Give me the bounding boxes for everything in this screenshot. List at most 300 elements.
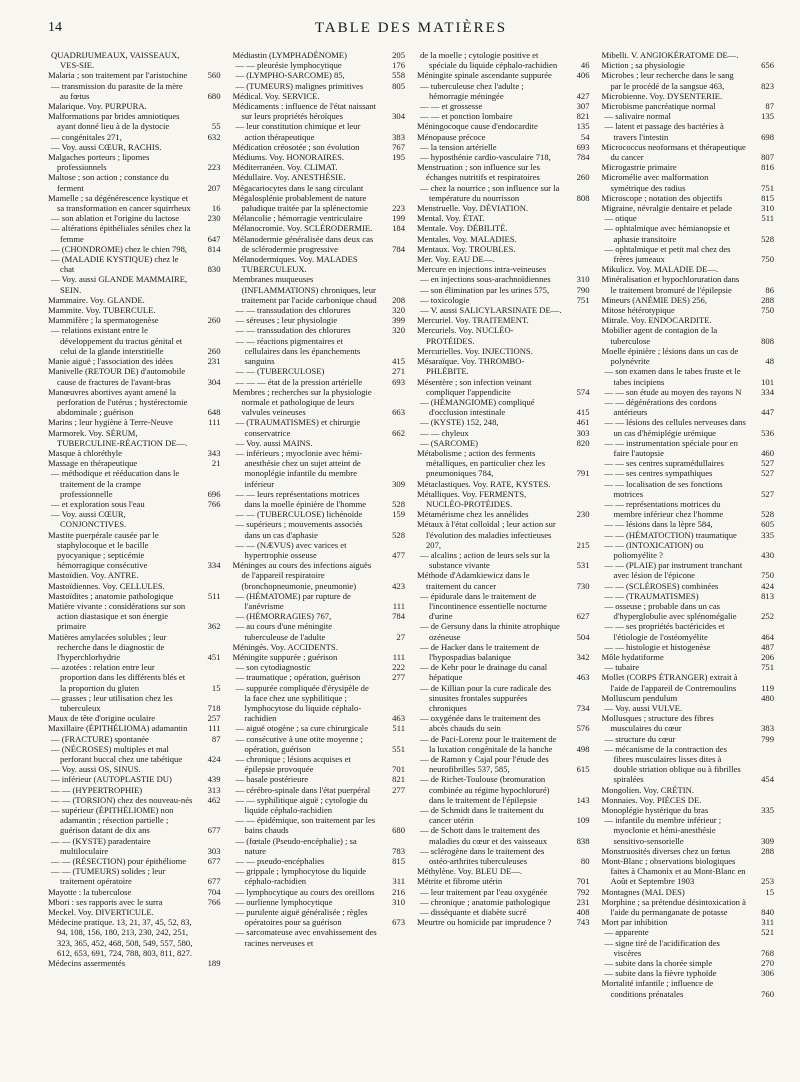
entry-text: — méthodique et rééducation dans le traitement de la crampe professionnelle xyxy=(51,468,180,499)
entry-text: Mésaraïque. Voy. THROMBO-PHLÉBITE. xyxy=(417,356,525,377)
entry-page-number: 808 xyxy=(761,335,774,346)
entry-page-number: 799 xyxy=(761,733,774,744)
index-subentry xyxy=(417,713,590,733)
index-subentry xyxy=(417,50,590,70)
entry-text: — (HÉMATOME) par rupture de l'anévrisme xyxy=(235,590,351,611)
index-entry xyxy=(417,377,590,397)
index-entry xyxy=(417,132,590,142)
index-entry xyxy=(602,652,775,662)
entry-text: — de Paci-Lorenz pour le traitement de la luxation congénitale de la hanche xyxy=(420,733,557,754)
index-entry xyxy=(417,479,590,489)
entry-text: — — (HÉMATOCTION) traumatique xyxy=(604,529,737,540)
entry-text: Montagnes (MAL DES) xyxy=(601,886,685,897)
entry-text: — V. aussi SALICYLARSINATE DE—. xyxy=(420,305,562,316)
index-subentry xyxy=(233,611,406,621)
entry-page-number: 288 xyxy=(761,845,774,856)
index-subentry xyxy=(233,897,406,907)
entry-page-number: 48 xyxy=(765,356,774,367)
index-entry xyxy=(48,897,221,907)
entry-page-number: 521 xyxy=(761,927,774,938)
entry-page-number: 823 xyxy=(761,80,774,91)
entry-page-number: 184 xyxy=(392,223,405,234)
index-entry xyxy=(233,142,406,152)
entry-text: Mineurs (ANÉMIE DES) 256, xyxy=(601,294,708,305)
index-entry xyxy=(417,70,590,80)
entry-text: — sarcomateuse avec envahissement des racines nerveuses et xyxy=(235,927,377,948)
index-column-4 xyxy=(602,50,775,1076)
index-entry xyxy=(48,713,221,723)
index-entry xyxy=(602,70,775,90)
entry-page-number: 551 xyxy=(392,743,405,754)
index-column-2 xyxy=(233,50,406,1076)
index-subentry xyxy=(417,683,590,714)
index-subentry xyxy=(48,499,221,509)
index-entry xyxy=(417,162,590,182)
entry-page-number: 311 xyxy=(392,876,405,887)
index-entry xyxy=(602,142,775,162)
entry-text: — de Richet-Toulouse (bromuration combinée au régime hypochloruré) dans le traitement de l'épilepsie xyxy=(420,774,550,805)
entry-text: Mégalosplénie probablement de nature paludique traitée par la splénectomie xyxy=(232,192,368,214)
index-entry xyxy=(48,101,221,111)
entry-page-number: 135 xyxy=(576,121,590,132)
entry-text: Matière vivante : considérations sur son action diastasique et son énergie primaire xyxy=(48,600,186,632)
entry-text: Microbienne. Voy. DYSENTERIE. xyxy=(601,90,723,101)
entry-page-number: 784 xyxy=(392,611,405,622)
entry-text: Mikulicz. Voy. MALADIE DE—. xyxy=(601,264,719,275)
index-subentry xyxy=(48,662,221,693)
entry-text: Micrococcus neoformans et thérapeutique du cancer xyxy=(601,141,746,163)
index-entry xyxy=(602,203,775,213)
index-subentry xyxy=(233,734,406,754)
entry-page-number: 424 xyxy=(207,754,221,765)
entry-page-number: 750 xyxy=(761,570,774,581)
index-entry xyxy=(233,560,406,591)
index-subentry xyxy=(602,591,775,601)
entry-text: Mibelli. V. ANGIOKÉRATOME DE—. xyxy=(601,50,739,60)
entry-text: Métamérisme chez les annélides xyxy=(417,509,529,520)
index-entry xyxy=(417,448,590,479)
entry-page-number: 334 xyxy=(761,386,774,397)
entry-text: — — transsudation des chlorures xyxy=(235,305,351,316)
entry-text: — relations existant entre le développement du tractus génital et celui de la glande interstitielle xyxy=(51,325,183,356)
entry-text: — — et ponction lombaire xyxy=(420,111,513,122)
entry-text: — hyposthénie cardio-vasculaire 718, xyxy=(420,152,551,163)
entry-page-number: 480 xyxy=(761,692,774,703)
index-subentry xyxy=(417,642,590,662)
index-subentry xyxy=(233,336,406,367)
entry-page-number: 815 xyxy=(761,192,774,203)
entry-page-number: 647 xyxy=(207,233,221,244)
index-subentry xyxy=(417,101,590,111)
index-subentry xyxy=(602,397,775,417)
entry-page-number: 342 xyxy=(576,651,590,662)
index-subentry xyxy=(602,927,775,937)
entry-page-number: 159 xyxy=(392,509,405,520)
index-subentry xyxy=(233,621,406,641)
entry-text: Mer. Voy. EAU DE—. xyxy=(417,254,495,265)
index-entry xyxy=(417,223,590,233)
index-entry xyxy=(48,907,221,917)
entry-page-number: 750 xyxy=(761,254,774,265)
entry-text: — (HÉMORRAGIES) 767, xyxy=(235,611,332,622)
entry-text: Mastite puerpérale causée par le staphylocoque et le bacille pyocyanique ; septicémie hémorragique consécutive xyxy=(48,529,159,571)
entry-page-number: 109 xyxy=(576,815,590,826)
entry-page-number: 423 xyxy=(392,580,405,591)
entry-text: Membres ; recherches sur la physiologie normale et pathologique de leurs valvules veineuses xyxy=(232,386,372,418)
entry-text: — lymphocytique au cours des oreillons xyxy=(235,886,375,897)
index-entry xyxy=(48,305,221,315)
index-subentry xyxy=(233,815,406,835)
index-subentry xyxy=(48,774,221,784)
entry-page-number: 528 xyxy=(761,233,774,244)
index-entry xyxy=(48,193,221,213)
index-subentry xyxy=(417,397,590,417)
entry-text: — séreuses ; leur physiologie xyxy=(235,315,338,326)
index-subentry xyxy=(417,907,590,917)
entry-page-number: 362 xyxy=(207,621,221,632)
index-subentry xyxy=(233,81,406,91)
entry-text: — — dégénérations des cordons antérieurs xyxy=(604,396,717,418)
entry-text: Massage en thérapeutique xyxy=(48,458,138,469)
index-subentry xyxy=(48,693,221,713)
entry-page-number: 536 xyxy=(761,427,774,438)
index-subentry xyxy=(233,866,406,886)
entry-text: — inférieurs ; myoclonie avec hémi-anesthésie chez un sujet atteint de monoplégie infantile du membre inférieur xyxy=(235,447,363,489)
entry-text: Mercure en injections intra-veineuses xyxy=(417,264,547,275)
index-entry xyxy=(417,213,590,223)
entry-text: — — chyleux xyxy=(420,427,469,438)
entry-page-number: 222 xyxy=(392,662,405,673)
index-columns xyxy=(48,50,774,1076)
entry-text: — — réactions pigmentaires et cellulaires dans les épanchements sanguins xyxy=(235,335,361,367)
index-subentry xyxy=(602,621,775,641)
entry-page-number: 46 xyxy=(580,60,590,71)
entry-page-number: 21 xyxy=(211,458,221,469)
entry-page-number: 718 xyxy=(207,703,221,713)
entry-text: Môle hydatiforme xyxy=(601,651,664,662)
entry-page-number: 677 xyxy=(207,876,221,887)
entry-text: Métaclastiques. Voy. RATE, KYSTES. xyxy=(417,478,551,489)
entry-page-number: 277 xyxy=(392,784,405,795)
entry-text: — supérieurs ; mouvements associés dans un cas d'aphasie xyxy=(235,519,363,540)
entry-text: Méningite suppurée ; guérison xyxy=(232,651,338,662)
index-subentry xyxy=(602,499,775,519)
entry-page-number: 680 xyxy=(392,825,405,836)
entry-page-number: 399 xyxy=(392,315,405,326)
index-entry xyxy=(417,264,590,274)
index-entry xyxy=(602,172,775,192)
index-entry xyxy=(417,519,590,550)
index-subentry xyxy=(233,377,406,387)
entry-text: Méningocoque cause d'endocardite xyxy=(417,121,538,132)
entry-page-number: 558 xyxy=(392,70,405,81)
entry-text: Mammite. Voy. TUBERCULE. xyxy=(48,305,156,316)
index-subentry xyxy=(602,417,775,437)
entry-text: Marmorek. Voy. SÉRUM, TUBERCULINE-RÉACTION DE—. xyxy=(48,427,188,448)
index-subentry xyxy=(602,223,775,243)
entry-page-number: 111 xyxy=(392,600,405,611)
entry-text: — ophtalmique et petit mal chez des frères jumeaux xyxy=(604,243,731,265)
entry-text: Médiums. Voy. HONORAIRES. xyxy=(232,152,345,163)
entry-text: Minéralisation et hypochloruration dans le traitement bromuré de l'épilepsie xyxy=(601,274,740,295)
entry-text: Mammifère ; la spermatogenèse xyxy=(48,315,159,326)
entry-page-number: 303 xyxy=(576,427,590,438)
index-entry xyxy=(233,213,406,223)
entry-text: — de Ramon y Cajal pour l'étude des neurofibrilles 537, 585, xyxy=(420,754,549,775)
index-subentry xyxy=(233,540,406,560)
index-entry xyxy=(417,325,590,345)
index-entry xyxy=(602,264,775,274)
entry-page-number: 271 xyxy=(392,366,405,377)
entry-page-number: 840 xyxy=(761,907,774,918)
entry-text: — basale postérieure xyxy=(235,774,309,785)
entry-page-number: 830 xyxy=(207,264,221,275)
index-subentry xyxy=(417,662,590,682)
entry-text: — cérébro-spinale dans l'état puerpéral xyxy=(235,784,371,795)
entry-text: — sclérogène dans le traitement des ostéo-arthrites tuberculeuses xyxy=(420,845,545,867)
index-entry xyxy=(417,234,590,244)
index-subentry xyxy=(233,927,406,947)
entry-text: — la tension artérielle xyxy=(420,141,497,152)
index-entry xyxy=(48,632,221,663)
entry-text: — (NÉCROSES) multiples et mal perforant buccal chez une tabétique xyxy=(51,743,183,765)
entry-text: — — syphilitique aiguë ; cytologie du liquide céphalo-rachidien xyxy=(235,794,368,816)
index-subentry xyxy=(602,958,775,968)
entry-page-number: 615 xyxy=(576,764,590,775)
entry-page-number: 460 xyxy=(761,447,774,458)
index-entry xyxy=(602,162,775,172)
entry-text: Menstruation ; son influence sur les échanges nutritifs et respiratoires xyxy=(417,162,540,183)
index-entry xyxy=(48,591,221,601)
entry-text: Membranes muqueuses (INFLAMMATIONS) chroniques, leur traitement par l'acide carbonique chaud xyxy=(232,274,377,305)
page-title: TABLE DES MATIÈRES xyxy=(314,20,508,36)
entry-text: — inférieur (AUTOPLASTIE DU) xyxy=(51,774,172,785)
entry-text: Mollet (CORPS ÉTRANGER) extrait à l'aide de l'appareil de Contremoulins xyxy=(601,672,738,693)
entry-page-number: 751 xyxy=(576,294,590,305)
index-subentry xyxy=(417,825,590,845)
entry-page-number: 231 xyxy=(576,896,590,907)
entry-text: — suppurée compliquée d'érysipèle de la face chez une syphilitique ; lymphocytose du liquide céphalo-rachidien xyxy=(235,682,369,724)
entry-text: — — (HYPERTROPHIE) xyxy=(51,784,143,795)
index-entry xyxy=(417,315,590,325)
entry-text: Microbisme pancréatique normal xyxy=(601,101,716,112)
entry-text: — — (TORSION) chez des nouveau-nés xyxy=(51,794,193,805)
index-subentry xyxy=(417,183,590,203)
entry-page-number: 215 xyxy=(576,539,590,550)
index-entry xyxy=(602,325,775,345)
entry-page-number: 784 xyxy=(576,152,590,163)
index-subentry xyxy=(417,846,590,866)
index-subentry xyxy=(48,50,221,70)
entry-text: Mégacariocytes dans le sang circulant xyxy=(232,182,364,193)
index-subentry xyxy=(48,244,221,254)
index-entry xyxy=(233,642,406,652)
entry-page-number: 189 xyxy=(207,958,221,969)
entry-page-number: 461 xyxy=(576,417,590,428)
entry-text: — son cytodiagnostic xyxy=(235,662,311,673)
index-entry xyxy=(417,356,590,376)
entry-page-number: 199 xyxy=(392,213,405,224)
entry-text: — Voy. aussi VULVE. xyxy=(604,703,683,713)
index-entry xyxy=(602,917,775,927)
entry-page-number: 260 xyxy=(207,345,221,356)
entry-text: Mentale. Voy. DÉBILITÉ. xyxy=(417,223,508,234)
index-subentry xyxy=(602,540,775,560)
entry-page-number: 498 xyxy=(576,743,590,754)
index-subentry xyxy=(417,274,590,284)
entry-text: — — son étude au moyen des rayons N xyxy=(604,386,742,397)
index-entry xyxy=(233,172,406,182)
entry-page-number: 767 xyxy=(392,141,405,152)
entry-text: Mélanocromie. Voy. SCLÉRODERMIE. xyxy=(232,223,373,234)
entry-page-number: 55 xyxy=(211,121,221,132)
entry-page-number: 439 xyxy=(207,774,221,785)
index-column-1 xyxy=(48,50,221,1076)
index-subentry xyxy=(48,734,221,744)
entry-page-number: 605 xyxy=(761,519,774,530)
index-entry xyxy=(417,203,590,213)
entry-page-number: 632 xyxy=(207,131,221,142)
entry-text: — tubaire xyxy=(604,662,640,673)
entry-text: Maux de tête d'origine oculaire xyxy=(48,713,156,724)
index-subentry xyxy=(602,560,775,580)
entry-text: — salivaire normal xyxy=(604,111,671,122)
entry-text: Mercurielles. Voy. INJECTIONS. xyxy=(417,345,533,356)
entry-text: Malgaches porteurs ; lipomes professionnels xyxy=(48,152,150,173)
entry-text: — — et grossesse xyxy=(420,101,483,112)
entry-text: — altérations épithéliales séniles chez la femme xyxy=(51,223,191,244)
index-subentry xyxy=(233,489,406,509)
entry-text: Métaux à l'état colloïdal ; leur action sur l'évolution des maladies infectieuses 207, xyxy=(417,519,556,550)
index-subentry xyxy=(48,856,221,866)
index-subentry xyxy=(233,438,406,448)
entry-text: — — (KYSTE) paradentaire multiloculaire xyxy=(51,835,151,856)
entry-page-number: 230 xyxy=(207,213,221,224)
entry-text: — Voy. aussi OS, SINUS. xyxy=(51,764,141,775)
entry-text: — — lésions des cellules nerveuses dans un cas d'hémiplégie urémique xyxy=(604,417,746,438)
entry-text: QUADRIJUMEAUX, VAISSEAUX, VES-SIE. xyxy=(51,50,180,71)
index-subentry xyxy=(233,774,406,784)
entry-text: — — leurs représentations motrices dans la moelle épinière de l'homme xyxy=(235,488,367,509)
entry-text: — — (PLAIE) par instrument tranchant avec lésion de l'épicone xyxy=(604,560,743,581)
index-entry xyxy=(48,417,221,427)
entry-text: — de Killian pour la cure radicale des sinusites frontales suppurées chroniques xyxy=(420,682,552,713)
entry-page-number: 464 xyxy=(761,631,774,642)
entry-page-number: 504 xyxy=(576,631,590,642)
index-entry xyxy=(602,50,775,60)
entry-text: — Voy. aussi GLANDE MAMMAIRE, SEIN. xyxy=(51,274,188,295)
index-subentry xyxy=(417,887,590,897)
entry-text: Mentales. Voy. MALADIES. xyxy=(417,233,517,244)
index-subentry xyxy=(602,244,775,264)
index-entry xyxy=(48,448,221,458)
entry-text: Menstruelle. Voy. DÉVIATION. xyxy=(417,203,529,214)
entry-page-number: 408 xyxy=(576,907,590,918)
entry-page-number: 790 xyxy=(576,284,590,295)
entry-text: Médicaments : influence de l'état naissant sur leurs propriétés héroïques xyxy=(232,101,377,122)
index-entry xyxy=(602,846,775,856)
index-entry xyxy=(417,876,590,886)
entry-page-number: 309 xyxy=(392,478,405,489)
index-entry xyxy=(48,428,221,448)
entry-text: — leur traitement par l'eau oxygénée xyxy=(420,886,548,897)
entry-text: Mollusques ; structure des fibres musculaires du cœur xyxy=(601,713,714,734)
entry-text: Matières amylacées solubles ; leur recherche dans le diagnostic de l'hyperchlorhydrie xyxy=(48,631,167,662)
entry-text: Manivelle (RETOUR DE) d'automobile cause de fractures de l'avant-bras xyxy=(48,366,186,387)
index-subentry xyxy=(417,285,590,295)
index-entry xyxy=(602,101,775,111)
entry-text: Malarique. Voy. PURPURA. xyxy=(48,101,147,112)
entry-text: — purulente aiguë généralisée ; règles opératoires pour sa guérison xyxy=(235,907,368,928)
entry-page-number: 487 xyxy=(761,641,774,652)
index-subentry xyxy=(602,642,775,652)
entry-text: — épidurale dans le traitement de l'incontinence essentielle nocturne d'urine xyxy=(420,590,547,622)
entry-text: — — (TUMEURS) solides ; leur traitement opératoire xyxy=(51,866,166,887)
entry-text: Monnaies. Voy. PIÈCES DE. xyxy=(601,794,702,805)
entry-page-number: 424 xyxy=(761,580,774,591)
entry-page-number: 821 xyxy=(392,774,405,785)
entry-text: Ménopause précoce xyxy=(417,131,486,142)
index-subentry xyxy=(233,785,406,795)
index-subentry xyxy=(233,417,406,437)
entry-page-number: 696 xyxy=(207,488,221,499)
index-subentry xyxy=(602,366,775,386)
entry-text: — (HÉMANGIOME) compliqué d'occlusion intestinale xyxy=(420,396,535,418)
entry-page-number: 143 xyxy=(576,794,590,805)
entry-page-number: 231 xyxy=(207,356,221,367)
index-subentry xyxy=(48,764,221,774)
entry-text: Mélanodermie généralisée dans deux cas de sclérodermie progressive xyxy=(232,233,374,254)
entry-text: — osseuse ; probable dans un cas d'hyperglobulie avec splénomégalie xyxy=(604,600,737,622)
entry-page-number: 343 xyxy=(207,447,221,458)
entry-page-number: 86 xyxy=(765,284,774,295)
entry-page-number: 511 xyxy=(761,213,774,224)
index-entry xyxy=(417,489,590,509)
entry-page-number: 260 xyxy=(207,315,221,326)
index-entry xyxy=(233,152,406,162)
entry-page-number: 511 xyxy=(392,723,405,734)
entry-page-number: 87 xyxy=(765,101,774,112)
entry-page-number: 815 xyxy=(392,856,405,867)
entry-text: — supérieur (ÉPITHÉLIOME) non adamantin ; résection partielle ; guérison datant de dix ans xyxy=(51,805,174,836)
index-entry xyxy=(602,305,775,315)
entry-page-number: 230 xyxy=(576,509,590,520)
entry-page-number: 111 xyxy=(392,651,405,662)
entry-text: — (KYSTE) 152, 248, xyxy=(420,417,499,428)
entry-text: — — transsudation des chlorures xyxy=(235,325,351,336)
index-subentry xyxy=(417,305,590,315)
entry-text: — subite dans la fièvre typhoïde xyxy=(604,968,717,979)
entry-page-number: 527 xyxy=(761,468,774,479)
entry-text: — — ses centres sympathiques xyxy=(604,468,713,479)
index-entry xyxy=(48,295,221,305)
entry-text: — apparente xyxy=(604,927,649,938)
entry-text: — mécanisme de la contraction des fibres musculaires lisses dites à double striation oblique ou à fibrilles spiralées xyxy=(604,743,741,785)
entry-text: — (TUMEURS) malignes primitives xyxy=(235,80,364,91)
entry-page-number: 406 xyxy=(576,70,590,81)
entry-page-number: 320 xyxy=(392,325,405,336)
entry-page-number: 648 xyxy=(207,407,221,418)
entry-text: — — épidémique, son traitement par les bains chauds xyxy=(235,815,376,836)
entry-text: — subite dans la chorée simple xyxy=(604,958,713,969)
index-subentry xyxy=(48,468,221,499)
entry-page-number: 253 xyxy=(761,876,774,887)
index-subentry xyxy=(48,866,221,886)
index-entry xyxy=(48,152,221,172)
entry-text: — — (RÉSECTION) pour épithéliome xyxy=(51,856,187,867)
entry-page-number: 447 xyxy=(761,407,774,418)
entry-text: Méthode d'Adamkiewicz dans le traitement du cancer xyxy=(417,570,530,591)
